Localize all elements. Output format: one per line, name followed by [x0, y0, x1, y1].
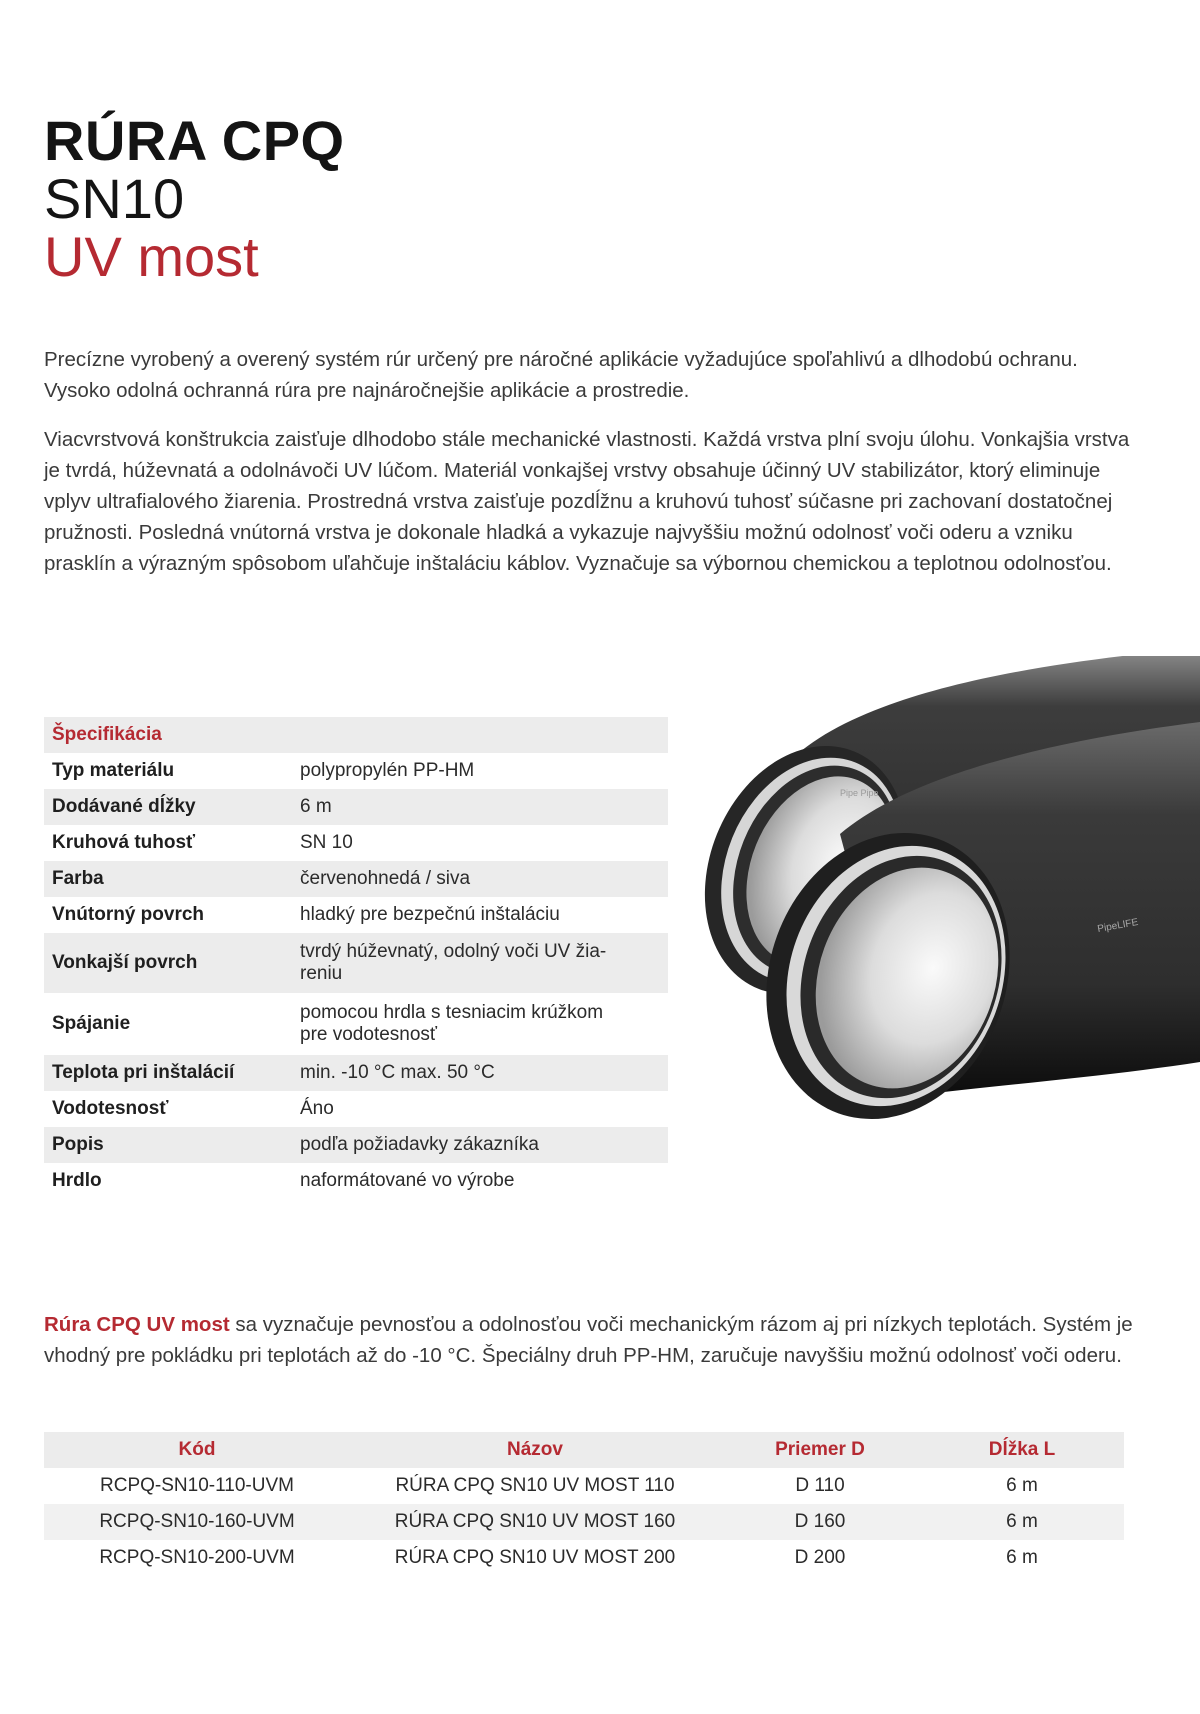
spec-heading: Špecifikácia: [44, 717, 668, 753]
spec-row: [44, 825, 668, 861]
spec-value: 6 m: [292, 789, 668, 825]
spec-value: min. -10 °C max. 50 °C: [292, 1055, 668, 1091]
spec-value: polypropylén PP-HM: [300, 760, 475, 781]
spec-row: [44, 993, 668, 1055]
product-table: [44, 1432, 1124, 1576]
spec-key: Vonkajší povrch: [44, 933, 292, 993]
summary-brand: Rúra CPQ UV most: [44, 1313, 230, 1336]
pipe-marking-text: Pipe Pipe: [840, 788, 879, 798]
intro-paragraph-1: Precízne vyrobený a overený systém rúr určený pre náročné aplikácie vyžadujúce spoľahlivú a dlhodobú ochranu. Vysoko odolná ochranná rúra pre najnáročnejšie aplikácie a prostredie.: [44, 348, 1078, 402]
spec-value: SN 10: [300, 832, 353, 853]
product-name: RÚRA CPQ SN10 UV MOST 160: [350, 1504, 720, 1540]
spec-value: naformátované vo výrobe: [300, 1170, 515, 1191]
product-code: RCPQ-SN10-110-UVM: [100, 1475, 294, 1496]
spec-row: [44, 1163, 668, 1199]
title-line-1: RÚRA CPQ: [44, 109, 345, 172]
spec-key: Teplota pri inštalácií: [44, 1055, 292, 1091]
product-length: 6 m: [1006, 1475, 1038, 1496]
product-code: RCPQ-SN10-160-UVM: [44, 1504, 350, 1540]
product-name: RÚRA CPQ SN10 UV MOST 200: [394, 1547, 676, 1568]
product-header-row: [44, 1432, 1124, 1468]
product-code: RCPQ-SN10-200-UVM: [99, 1547, 295, 1568]
spec-key: Popis: [44, 1127, 292, 1163]
product-row: [44, 1504, 1124, 1540]
product-row: [44, 1468, 1124, 1504]
spec-row: [44, 861, 668, 897]
product-length: 6 m: [920, 1504, 1124, 1540]
product-length: 6 m: [1006, 1547, 1038, 1568]
spec-row: [44, 897, 668, 933]
spec-value: pomocou hrdla s tesniacim krúžkom pre vodotesnosť: [300, 1002, 604, 1045]
product-diameter: D 200: [794, 1547, 846, 1568]
summary-text: sa vyznačuje pevnosťou a odolnosťou voči mechanickým rázom aj pri nízkych teplotách. Systém je vhodný pre pokládku pri teplotách až do -10 °C. Špeciálny druh PP-HM, zaručuje navyššiu možnú odolnosť voči oderu.: [44, 1313, 1133, 1367]
product-diameter: D 160: [720, 1504, 920, 1540]
spec-key: Vnútorný povrch: [52, 904, 205, 925]
spec-row: [44, 789, 668, 825]
spec-row: [44, 1127, 668, 1163]
spec-heading-row: [44, 717, 668, 753]
spec-value: Áno: [300, 1098, 334, 1119]
spec-row: [44, 933, 668, 993]
summary-paragraph: [44, 1309, 1134, 1371]
pipe-brand-text: PipeLIFE: [1096, 916, 1140, 935]
spec-key: Typ materiálu: [52, 760, 175, 781]
spec-key: Hrdlo: [52, 1170, 102, 1191]
spec-row: [44, 753, 668, 789]
spec-row: [44, 1055, 668, 1091]
product-diameter: D 110: [795, 1475, 845, 1496]
specification-table: [44, 717, 668, 1199]
spec-key: Spájanie: [52, 1013, 131, 1034]
spec-value: hladký pre bezpečnú inštaláciu: [300, 904, 560, 925]
header-name: Názov: [350, 1432, 720, 1468]
product-row: [44, 1540, 1124, 1576]
product-name: RÚRA CPQ SN10 UV MOST 110: [395, 1475, 675, 1496]
title-block: [44, 109, 345, 288]
spec-value: podľa požiadavky zákazníka: [292, 1127, 668, 1163]
header-code: Kód: [44, 1432, 350, 1468]
spec-value: červenohnedá / siva: [292, 861, 668, 897]
header-diameter: Priemer D: [720, 1432, 920, 1468]
spec-key: Dodávané dĺžky: [44, 789, 292, 825]
spec-value: tvrdý húževnatý, odolný voči UV žia- reniu: [292, 933, 668, 993]
spec-row: [44, 1091, 668, 1127]
spec-key: Farba: [44, 861, 292, 897]
header-length: Dĺžka L: [920, 1432, 1124, 1468]
title-line-2: SN10: [44, 167, 185, 230]
intro-paragraph-2: Viacvrstvová konštrukcia zaisťuje dlhodobo stále mechanické vlastnosti. Každá vrstva plní svoju úlohu. Vonkajšia vrstva je tvrdá, húževnatá a odolnávoči UV lúčom. Materiál vonkajšej vrstvy obsahuje účinný UV stabilizátor, ktorý eliminuje vplyv ultrafialového žiarenia. Prostredná vrstva zaisťuje pozdĺžnu a kruhovú tuhosť súčasne pri zachovaní dostatočnej pružnosti. Posledná vnútorná vrstva je dokonale hladká a vykazuje najvyššiu možnú odolnosť voči oderu a vzniku prasklín a výrazným spôsobom uľahčuje inštaláciu káblov. Vyznačuje sa výbornou chemickou a teplotnou odolnosťou.: [44, 428, 1130, 575]
pipes-product-image: [690, 656, 1200, 1176]
spec-key: Kruhová tuhosť: [52, 832, 196, 853]
spec-key: Vodotesnosť: [52, 1098, 169, 1119]
title-line-3: UV most: [44, 225, 259, 288]
